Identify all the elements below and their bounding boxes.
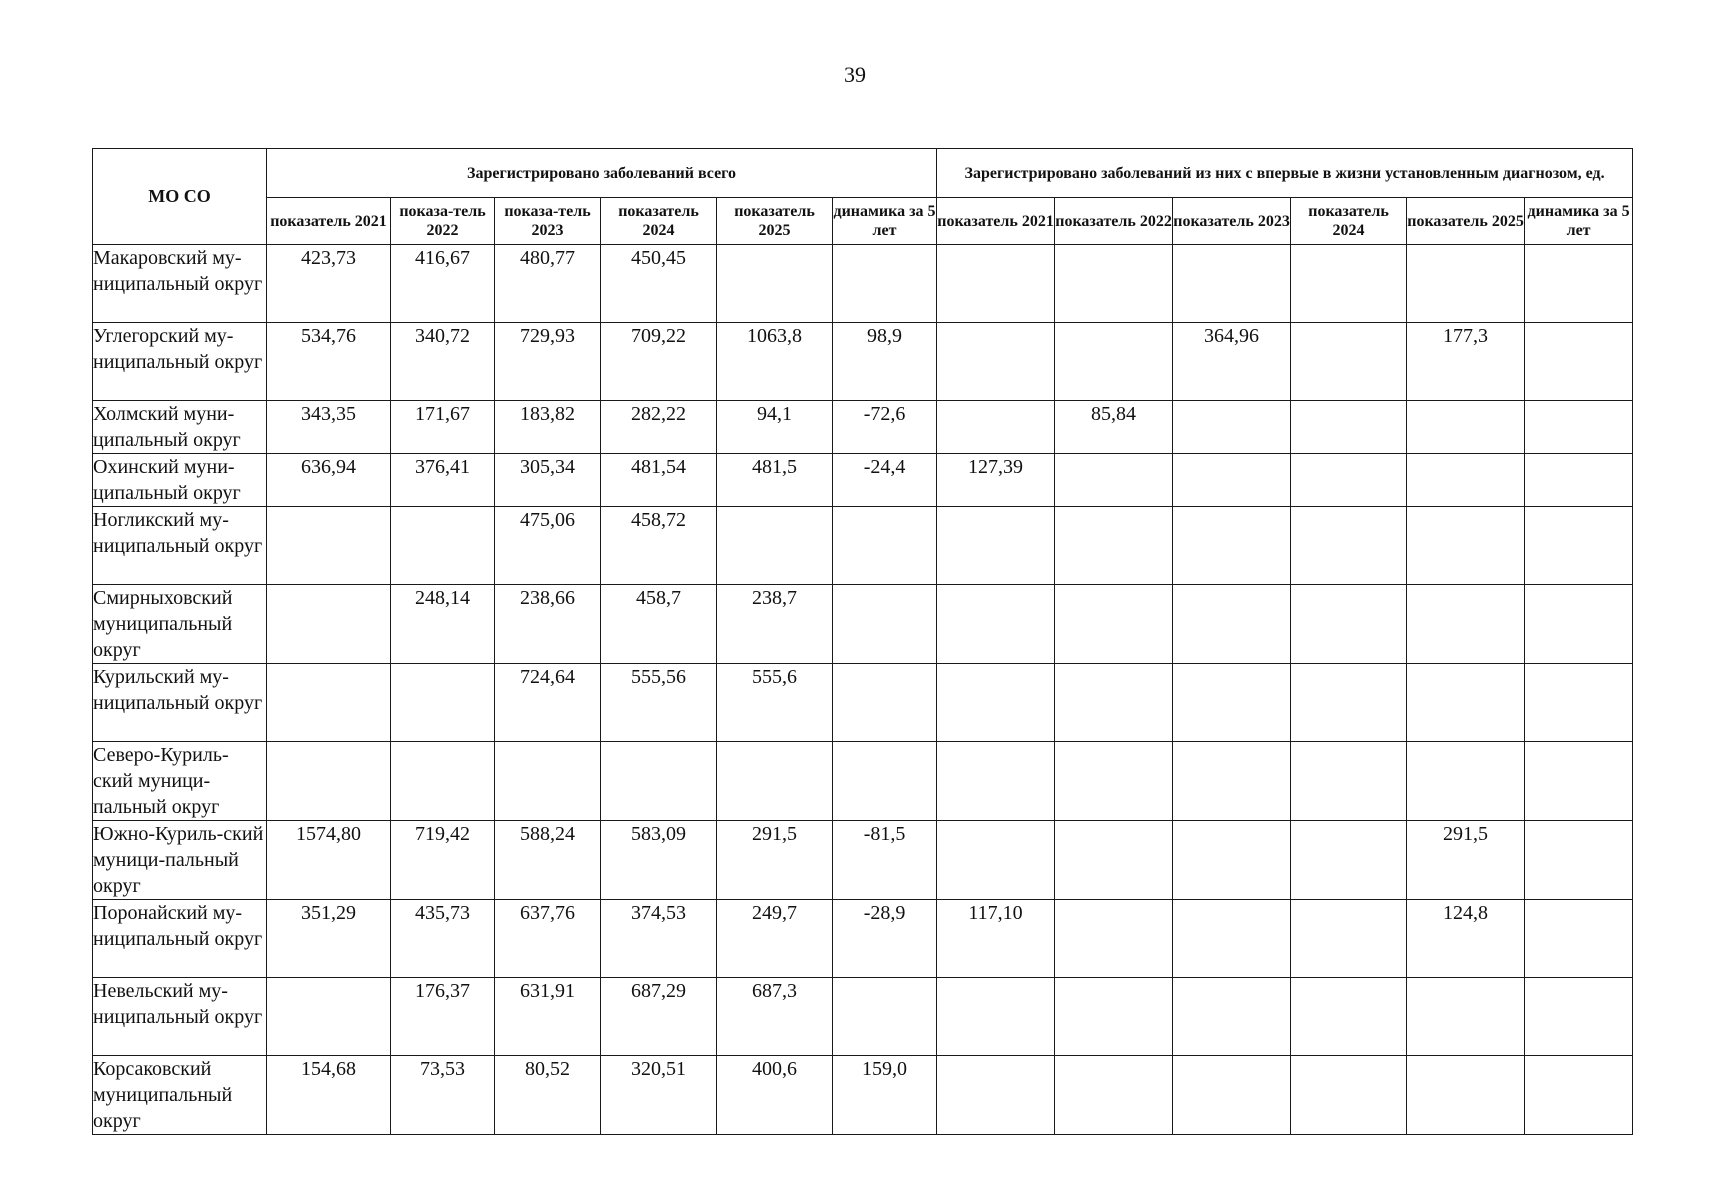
- table-cell: 282,22: [601, 401, 717, 454]
- district-name: Южно-Куриль-ский муници-пальный округ: [93, 821, 267, 900]
- district-name: Смирныховский муниципальный округ: [93, 585, 267, 664]
- table-cell: [833, 978, 937, 1056]
- table-row: [93, 664, 1633, 742]
- table-cell: [833, 507, 937, 585]
- district-name: Макаровский му-ниципальный округ: [93, 245, 267, 323]
- table-cell: [1407, 978, 1525, 1056]
- table-cell: 351,29: [267, 900, 391, 978]
- table-cell: [1173, 978, 1291, 1056]
- table-row: [93, 978, 1633, 1056]
- district-name: Ногликский му-ниципальный округ: [93, 507, 267, 585]
- table-cell: [1055, 245, 1173, 323]
- table-cell: 435,73: [391, 900, 495, 978]
- table-cell: 320,51: [601, 1056, 717, 1135]
- header-total-col-3: показатель 2024: [601, 198, 717, 245]
- table-cell: 159,0: [833, 1056, 937, 1135]
- table-cell: [833, 742, 937, 821]
- table-cell: 238,66: [495, 585, 601, 664]
- table-row: [93, 323, 1633, 401]
- table-cell: 124,8: [1407, 900, 1525, 978]
- table-cell: [1173, 664, 1291, 742]
- table-cell: [1173, 454, 1291, 507]
- table-cell: [1525, 821, 1633, 900]
- table-cell: 154,68: [267, 1056, 391, 1135]
- table-cell: [267, 585, 391, 664]
- table-cell: 117,10: [937, 900, 1055, 978]
- table-cell: [1291, 978, 1407, 1056]
- table-cell: [1525, 323, 1633, 401]
- table-row: [93, 742, 1633, 821]
- table-cell: [1407, 245, 1525, 323]
- table-cell: [1291, 742, 1407, 821]
- table-cell: [1173, 507, 1291, 585]
- table-cell: [937, 507, 1055, 585]
- table-cell: [1173, 821, 1291, 900]
- morbidity-table: [92, 148, 1633, 1135]
- table-cell: [1055, 821, 1173, 900]
- table-cell: 291,5: [717, 821, 833, 900]
- header-total-col-0: показатель 2021: [267, 198, 391, 245]
- table-cell: 481,5: [717, 454, 833, 507]
- table-cell: [1525, 454, 1633, 507]
- district-name: Северо-Куриль-ский муници-пальный округ: [93, 742, 267, 821]
- header-total-col-4: показатель 2025: [717, 198, 833, 245]
- table-cell: [833, 245, 937, 323]
- table-cell: [1525, 664, 1633, 742]
- table-cell: -24,4: [833, 454, 937, 507]
- table-cell: [391, 664, 495, 742]
- table-cell: [1055, 900, 1173, 978]
- table-cell: [1291, 245, 1407, 323]
- table-cell: 450,45: [601, 245, 717, 323]
- table-cell: [1407, 401, 1525, 454]
- table-cell: 687,3: [717, 978, 833, 1056]
- table-cell: 583,09: [601, 821, 717, 900]
- table-cell: [391, 507, 495, 585]
- header-group-total: Зарегистрировано заболеваний всего: [267, 149, 937, 198]
- header-mo: МО СО: [93, 149, 267, 245]
- table-row: [93, 1056, 1633, 1135]
- table-cell: 249,7: [717, 900, 833, 978]
- table-cell: 376,41: [391, 454, 495, 507]
- table-cell: 481,54: [601, 454, 717, 507]
- table-cell: 248,14: [391, 585, 495, 664]
- table-cell: 183,82: [495, 401, 601, 454]
- table-cell: [717, 245, 833, 323]
- table-cell: [937, 245, 1055, 323]
- table-cell: [1291, 585, 1407, 664]
- table-cell: [833, 585, 937, 664]
- table-row: [93, 245, 1633, 323]
- table-cell: 729,93: [495, 323, 601, 401]
- table-cell: [1291, 664, 1407, 742]
- table-cell: 588,24: [495, 821, 601, 900]
- table-cell: [1525, 507, 1633, 585]
- table-cell: [1291, 401, 1407, 454]
- header-first-col-3: показатель 2024: [1291, 198, 1407, 245]
- table-cell: [1055, 742, 1173, 821]
- district-name: Невельский му-ниципальный округ: [93, 978, 267, 1056]
- table-cell: 416,67: [391, 245, 495, 323]
- table-cell: [1407, 664, 1525, 742]
- table-cell: [1525, 1056, 1633, 1135]
- table-cell: 73,53: [391, 1056, 495, 1135]
- table-cell: [1525, 978, 1633, 1056]
- header-first-col-4: показатель 2025: [1407, 198, 1525, 245]
- table-cell: [937, 401, 1055, 454]
- table-cell: 374,53: [601, 900, 717, 978]
- table-cell: 555,6: [717, 664, 833, 742]
- table-cell: [1291, 821, 1407, 900]
- header-total-col-5: динамика за 5 лет: [833, 198, 937, 245]
- table-cell: [1055, 585, 1173, 664]
- header-total-col-2: показа-тель 2023: [495, 198, 601, 245]
- table-cell: 364,96: [1173, 323, 1291, 401]
- table-cell: [1173, 585, 1291, 664]
- table-cell: [1173, 245, 1291, 323]
- table-cell: [1525, 585, 1633, 664]
- table-row: [93, 454, 1633, 507]
- table-cell: [1525, 742, 1633, 821]
- table-cell: [1291, 1056, 1407, 1135]
- table-cell: [267, 978, 391, 1056]
- table-cell: [1055, 664, 1173, 742]
- table-cell: 176,37: [391, 978, 495, 1056]
- table-cell: 1574,80: [267, 821, 391, 900]
- district-name: Корсаковский муниципальный округ: [93, 1056, 267, 1135]
- table-cell: [1055, 507, 1173, 585]
- table-cell: [1525, 401, 1633, 454]
- table-cell: 171,67: [391, 401, 495, 454]
- table-cell: [267, 664, 391, 742]
- table-cell: [1173, 900, 1291, 978]
- table-cell: [267, 742, 391, 821]
- table-cell: [1407, 742, 1525, 821]
- table-cell: 709,22: [601, 323, 717, 401]
- table-cell: 343,35: [267, 401, 391, 454]
- table-cell: [937, 821, 1055, 900]
- table-cell: 637,76: [495, 900, 601, 978]
- table-cell: 636,94: [267, 454, 391, 507]
- table-cell: 458,72: [601, 507, 717, 585]
- table-cell: [1173, 1056, 1291, 1135]
- district-name: Холмский муни-ципальный округ: [93, 401, 267, 454]
- table-cell: 475,06: [495, 507, 601, 585]
- table-cell: [1055, 1056, 1173, 1135]
- table-cell: [937, 664, 1055, 742]
- table-cell: [1173, 401, 1291, 454]
- header-group-first: Зарегистрировано заболеваний из них с впервые в жизни установленным диагнозом, ед.: [937, 149, 1633, 198]
- table-cell: [495, 742, 601, 821]
- table-cell: [1407, 454, 1525, 507]
- table-cell: [1291, 507, 1407, 585]
- table-cell: 94,1: [717, 401, 833, 454]
- table-cell: [937, 978, 1055, 1056]
- table-cell: [937, 1056, 1055, 1135]
- district-name: Углегорский му-ниципальный округ: [93, 323, 267, 401]
- table-cell: 98,9: [833, 323, 937, 401]
- header-total-col-1: показа-тель 2022: [391, 198, 495, 245]
- table-cell: 458,7: [601, 585, 717, 664]
- table-cell: 127,39: [937, 454, 1055, 507]
- table-cell: [1407, 1056, 1525, 1135]
- table-cell: [1525, 900, 1633, 978]
- table-cell: 400,6: [717, 1056, 833, 1135]
- table-cell: [1055, 978, 1173, 1056]
- table-row: [93, 507, 1633, 585]
- table-cell: 80,52: [495, 1056, 601, 1135]
- table-cell: [1291, 900, 1407, 978]
- table-cell: [1055, 323, 1173, 401]
- table-cell: [833, 664, 937, 742]
- table-cell: [937, 323, 1055, 401]
- table-cell: [1055, 454, 1173, 507]
- district-name: Поронайский му-ниципальный округ: [93, 900, 267, 978]
- table-cell: 238,7: [717, 585, 833, 664]
- table-cell: 534,76: [267, 323, 391, 401]
- table-cell: [267, 507, 391, 585]
- table-cell: 85,84: [1055, 401, 1173, 454]
- table-cell: -81,5: [833, 821, 937, 900]
- table-cell: -72,6: [833, 401, 937, 454]
- table-cell: [937, 585, 1055, 664]
- table-row: [93, 900, 1633, 978]
- table-row: [93, 401, 1633, 454]
- table-cell: [1173, 742, 1291, 821]
- table-cell: 423,73: [267, 245, 391, 323]
- table-cell: [391, 742, 495, 821]
- district-name: Охинский муни-ципальный округ: [93, 454, 267, 507]
- header-first-col-5: динамика за 5 лет: [1525, 198, 1633, 245]
- header-first-col-1: показатель 2022: [1055, 198, 1173, 245]
- table-cell: 724,64: [495, 664, 601, 742]
- district-name: Курильский му-ниципальный округ: [93, 664, 267, 742]
- table-cell: [601, 742, 717, 821]
- table-cell: -28,9: [833, 900, 937, 978]
- table-cell: 177,3: [1407, 323, 1525, 401]
- table-cell: [1407, 507, 1525, 585]
- table-cell: 631,91: [495, 978, 601, 1056]
- table-cell: 687,29: [601, 978, 717, 1056]
- table-cell: [1291, 323, 1407, 401]
- table-row: [93, 585, 1633, 664]
- table-row: [93, 821, 1633, 900]
- table-cell: [1407, 585, 1525, 664]
- table-cell: 291,5: [1407, 821, 1525, 900]
- table-cell: [1291, 454, 1407, 507]
- table-cell: 305,34: [495, 454, 601, 507]
- page-number: 39: [844, 62, 866, 87]
- table-cell: 719,42: [391, 821, 495, 900]
- table-cell: [937, 742, 1055, 821]
- table-cell: 1063,8: [717, 323, 833, 401]
- header-first-col-0: показатель 2021: [937, 198, 1055, 245]
- table-cell: [1525, 245, 1633, 323]
- table-cell: 555,56: [601, 664, 717, 742]
- table-cell: [717, 507, 833, 585]
- header-first-col-2: показатель 2023: [1173, 198, 1291, 245]
- table-cell: 480,77: [495, 245, 601, 323]
- table-cell: 340,72: [391, 323, 495, 401]
- table-cell: [717, 742, 833, 821]
